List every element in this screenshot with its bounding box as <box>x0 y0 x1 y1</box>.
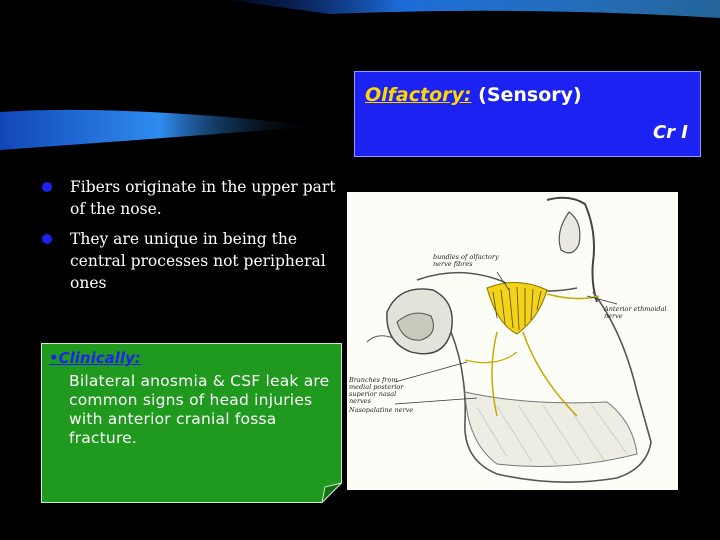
bullet-item <box>42 176 337 220</box>
figure-label-branches: Branches from medial posterior superior nasal nerves <box>349 376 404 405</box>
figure-label-nasopalatine: Nasopalatine nerve <box>349 406 414 414</box>
title-box <box>354 71 701 157</box>
bullet-dot-icon <box>42 234 52 244</box>
nasal-cavity-drawing <box>347 192 678 490</box>
title-sub: (Sensory) <box>478 84 582 106</box>
clinical-note-box <box>41 343 342 503</box>
bullet-item <box>42 228 337 294</box>
clinical-heading <box>49 349 141 367</box>
slide-title <box>365 84 582 106</box>
title-main: Olfactory: <box>365 84 472 106</box>
clinical-text: Bilateral anosmia & CSF leak are common signs of head injuries with anterior cranial fossa fracture. <box>69 372 330 447</box>
olfactory-nerve-illustration <box>347 192 678 490</box>
bullet-dot-icon <box>42 182 52 192</box>
figure-label-bundles: bundles of olfactory nerve fibres <box>433 253 499 268</box>
clinical-heading-text: Clinically: <box>58 349 141 367</box>
bullet-text: They are unique in being the central processes not peripheral ones <box>70 230 326 292</box>
bullet-text: Fibers originate in the upper part of the nose. <box>70 178 336 218</box>
figure-label-anterior-ethmoidal: Anterior ethmoidal nerve <box>604 305 667 320</box>
bullet-dot-icon: • <box>49 349 59 367</box>
bullet-list <box>42 176 337 302</box>
cranial-nerve-label: Cr I <box>652 122 688 143</box>
